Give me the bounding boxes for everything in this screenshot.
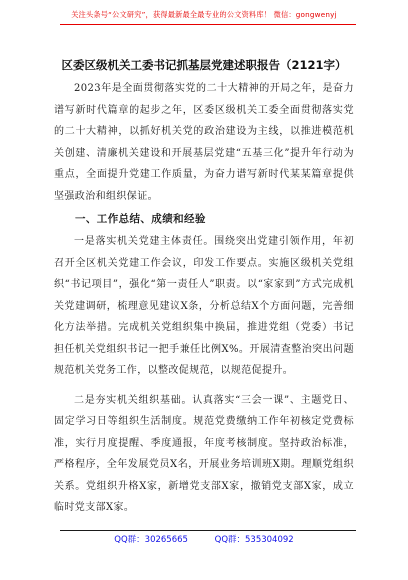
paragraph-2: 二是夯实机关组织基础。认真落实“三会一课”、主题党日、固定学习日等组织生活制度。规范党费缴纳工作年初核定党费标准，实行月度提醒、季度通报，年度考核制度。坚持政治标准，严格程序，全年发展党员X名，开展业务培训班X期。理顺党组织关系。党组织升格X家，新增党支部X家，撤销党支部X家，成立临时党支部X家。	[54, 394, 354, 513]
paragraph-1: 一是落实机关党建主体责任。围绕突出党建引领作用，年初召开全区机关党建工作会议，印发工作要点。实施区级机关党组织“书记项目”，强化“第一责任人”职责。以“家家到”方式完成机关党建调研，梳理意见建议X条，分析总结X个方面问题，完善细化方法举措。完成机关党组织集中换届，推进党组（党委）书记担任机关党组织书记一把手兼任比例X%。开展清查整治突出问题规范机关党务工作，以整改促规范，以规范促提升。	[54, 236, 354, 376]
section-heading: 一、工作总结、成绩和经验	[75, 213, 206, 225]
paragraph-gap	[54, 382, 354, 390]
intro-paragraph: 2023年是全面贯彻落实党的二十大精神的开局之年，是奋力谱写新时代篇章的起步之年，区委区级机关工委全面贯彻落实党的二十大精神，以抓好机关党的政治建设为主线，以推进模范机关创建、清廉机关建设和开展基层党建“五基三化”提升年行动为重点，全面提升党建工作质量，为奋力谱写新时代某某篇章提供坚强政治和组织保证。	[54, 83, 354, 202]
header-rule	[60, 24, 356, 25]
footer	[0, 533, 408, 545]
footer-rule	[60, 530, 356, 531]
header-banner: 关注头条号“公文研究”，获得最新最全最专业的公文资料库！ 微信：gongwenyj	[71, 10, 337, 19]
document-title: 区委区级机关工委书记抓基层党建述职报告（2121字）	[61, 58, 347, 72]
document-body	[54, 78, 354, 519]
footer-qq-group-2: QQ群：535304092	[214, 535, 294, 545]
footer-qq-group-1: QQ群：30265665	[114, 535, 188, 545]
